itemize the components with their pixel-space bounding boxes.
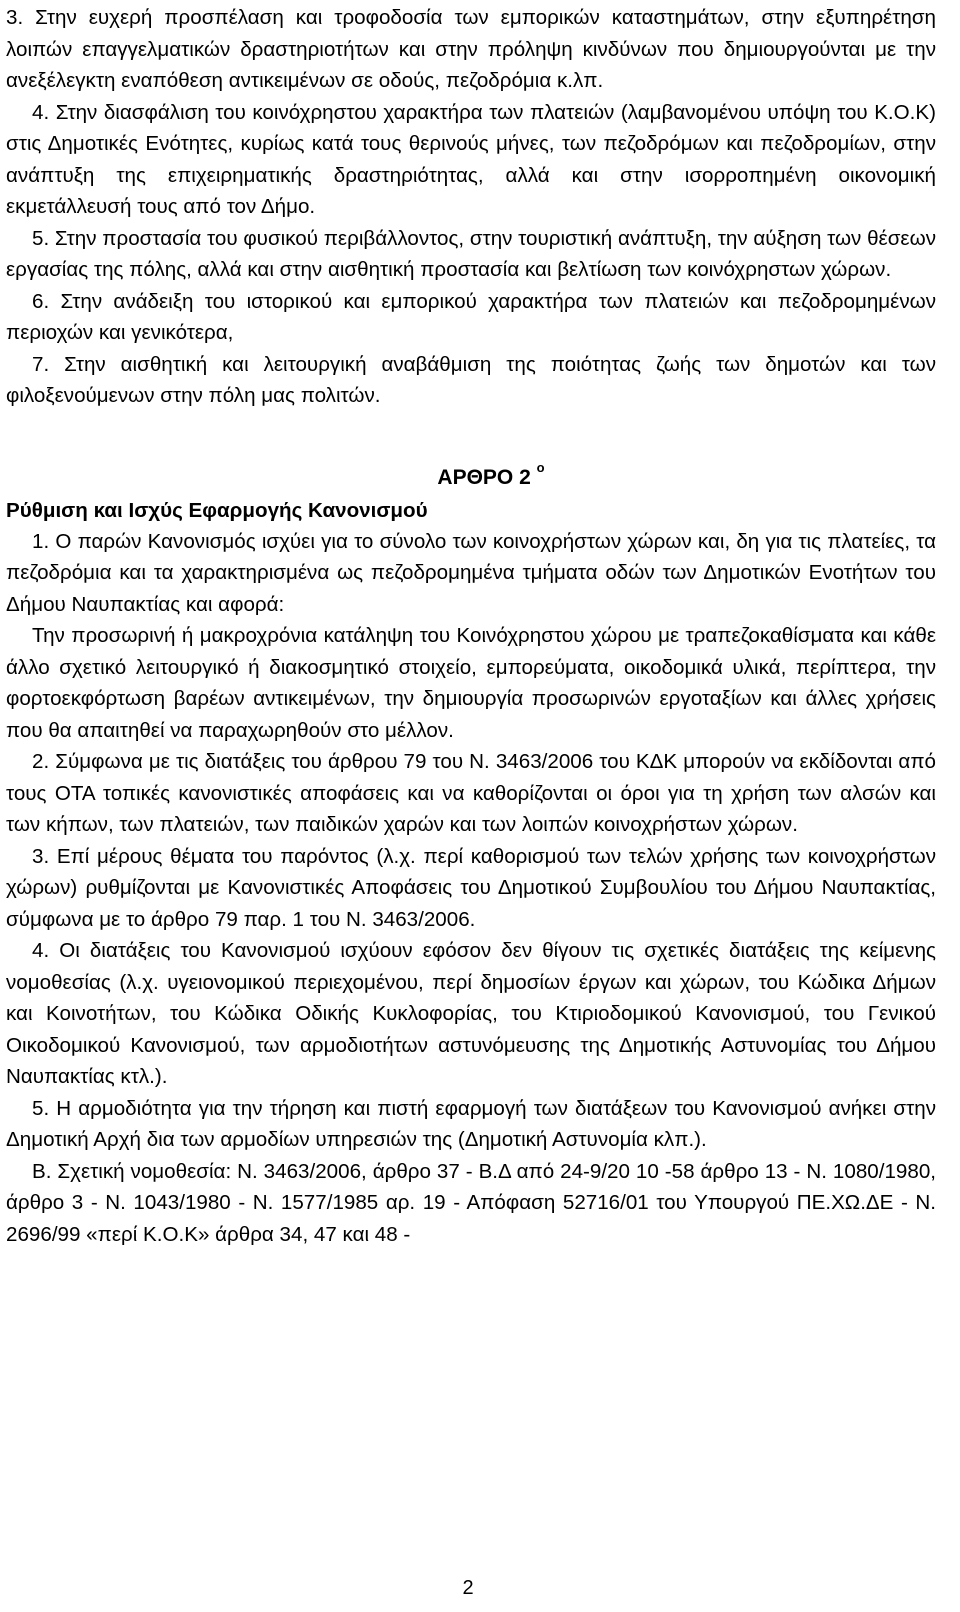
article-paragraph-1-detail: Την προσωρινή ή μακροχρόνια κατάληψη του Κοινόχρηστου χώρου με τραπεζοκαθίσματα και κάθε άλλο σχετικό λειτουργικό ή διακοσμητικό στοιχείο, εμπορεύματα, οικοδομικά υλικά, περίπτερα, την φορτοεκφόρτωση βαρέων αντικειμένων, την δημιουργία προσωρινών εργοταξίων και άλλες χρήσεις που θα απαιτηθεί να παραχωρηθούν στο μέλλον.	[6, 624, 936, 742]
list-item-4: 4. Στην διασφάλιση του κοινόχρηστου χαρακτήρα των πλατειών (λαμβανομένου υπόψη του Κ.Ο.Κ) στις Δημοτικές Ενότητες, κυρίως κατά τους θερινούς μήνες, των πεζοδρόμων και πεζοδρομίων, στην ανάπτυξη της επιχειρηματικής δραστηριότητας, αλλά και στην ισορροπημένη οικονομική εκμετάλλευσή τους από τον Δήμο.	[6, 100, 936, 218]
document-content	[6, 2, 936, 1250]
list-item-7: 7. Στην αισθητική και λειτουργική αναβάθμιση της ποιότητας ζωής των δημοτών και των φιλοξενούμενων στην πόλη μας πολιτών.	[6, 352, 936, 407]
article-paragraph-5: 5. Η αρμοδιότητα για την τήρηση και πιστή εφαρμογή των διατάξεων του Κανονισμού ανήκει στην Δημοτική Αρχή δια των αρμοδίων υπηρεσιών της (Δημοτική Αστυνομία κλπ.).	[6, 1096, 936, 1151]
article-paragraph-1: 1. Ο παρών Κανονισμός ισχύει για το σύνολο των κοινοχρήστων χώρων και, δη για τις πλατείες, τα πεζοδρόμια και τα χαρακτηρισμένα ως πεζοδρομημένα τμήματα οδών των Δημοτικών Ενοτήτων του Δήμου Ναυπακτίας και αφορά:	[6, 529, 936, 616]
related-legislation: Β. Σχετική νομοθεσία: Ν. 3463/2006, άρθρο 37 - Β.Δ από 24-9/20 10 -58 άρθρο 13 - Ν. 1080/1980, άρθρο 3 - Ν. 1043/1980 - Ν. 1577/1985 αρ. 19 - Απόφαση 52716/01 του Υπουργού ΠΕ.ΧΩ.ΔΕ - Ν. 2696/99 «περί Κ.Ο.Κ» άρθρα 34, 47 και 48 -	[6, 1159, 936, 1246]
page-number: 2	[462, 1577, 474, 1599]
section-heading: Ρύθμιση και Ισχύς Εφαρμογής Κανονισμού	[6, 498, 428, 522]
article-paragraph-3: 3. Επί μέρους θέματα του παρόντος (λ.χ. περί καθορισμού των τελών χρήσης των κοινοχρήστων χώρων) ρυθμίζονται με Κανονιστικές Αποφάσεις του Δημοτικού Συμβουλίου του Δήμου Ναυπακτίας, σύμφωνα με το άρθρο 79 παρ. 1 του Ν. 3463/2006.	[6, 844, 936, 931]
list-item-3: 3. Στην ευχερή προσπέλαση και τροφοδοσία των εμπορικών καταστημάτων, στην εξυπηρέτηση λοιπών επαγγελματικών δραστηριοτήτων και στην πρόληψη κινδύνων που δημιουργούνται με την ανεξέλεγκτη εναπόθεση αντικειμένων σε οδούς, πεζοδρόμια κ.λπ.	[6, 6, 936, 92]
article-title-superscript: ο	[536, 459, 545, 475]
article-title-text: ΑΡΘΡΟ 2	[437, 465, 531, 489]
article-title	[6, 454, 936, 496]
list-item-5: 5. Στην προστασία του φυσικού περιβάλλοντος, στην τουριστική ανάπτυξη, την αύξηση των θέσεων εργασίας της πόλης, αλλά και στην αισθητική προστασία και βελτίωση των κοινόχρηστων χώρων.	[6, 226, 936, 281]
article-paragraph-4: 4. Οι διατάξεις του Κανονισμού ισχύουν εφόσον δεν θίγουν τις σχετικές διατάξεις της κείμενης νομοθεσίας (λ.χ. υγειονομικού περιεχομένου, περί δημοσίων έργων και χώρων, του Κώδικα Δήμων και Κοινοτήτων, του Κώδικα Οδικής Κυκλοφορίας, του Κτιριοδομικού Κανονισμού, του Γενικού Οικοδομικού Κανονισμού, των αρμοδιοτήτων αστυνόμευσης της Δημοτικής Αστυνομίας του Δήμου Ναυπακτίας κτλ.).	[6, 939, 936, 1088]
list-item-6: 6. Στην ανάδειξη του ιστορικού και εμπορικού χαρακτήρα των πλατειών και πεζοδρομημένων περιοχών και γενικότερα,	[6, 289, 936, 344]
article-paragraph-2: 2. Σύμφωνα με τις διατάξεις του άρθρου 79 του Ν. 3463/2006 του ΚΔΚ μπορούν να εκδίδονται από τους ΟΤΑ τοπικές κανονιστικές αποφάσεις και να καθορίζονται οι όροι για τη χρήση των αλσών και των κήπων, των πλατειών, των παιδικών χαρών και των λοιπών κοινοχρήστων χώρων.	[6, 750, 936, 836]
section-spacer	[6, 412, 936, 454]
